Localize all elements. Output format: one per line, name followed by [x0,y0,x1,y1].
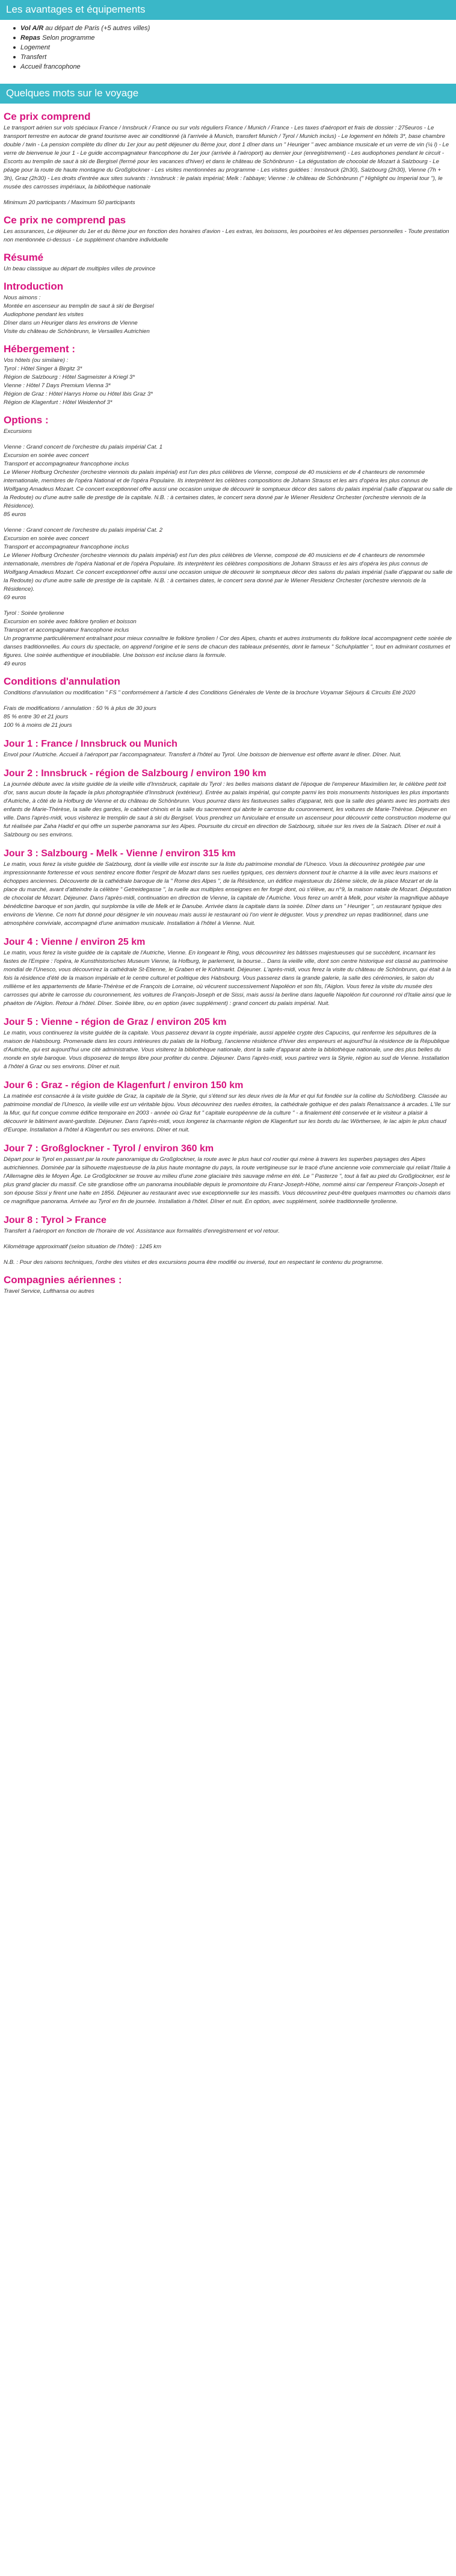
intro-line: Montée en ascenseur au tremplin de saut à ski de Bergisel [4,303,154,310]
option-included: Transport et accompagnateur francophone inclus [4,544,129,550]
option-description: Un programme particulièrement entraînant pour mieux connaître le folklore tyrolien ! Cor des Alpes, chants et autres instruments du folklore local accompagnent cette soirée de danses traditionnelles. Au cours du spectacle, on apprend l'origine et le sens de chacun des tableaux présentés, dont le fameux " Schuhplattler ", tout en admirant costumes et figures. Une soirée authentique et inoubliable. Une boisson est incluse dans la formule. [4,635,452,659]
price-includes-section [4,111,452,207]
intro-line: Nous aimons : [4,294,41,301]
lodging-line: Région de Salzbourg : Hôtel Sagmeister à Kriegl 3* [4,374,135,381]
day-title: Jour 3 : Salzbourg - Melk - Vienne / environ 315 km [4,848,236,859]
day-title: Jour 5 : Vienne - région de Graz / environ 205 km [4,1017,227,1027]
advantage-item: Transfert [13,52,456,62]
intro-line: Visite du château de Schönbrunn, le Versailles Autrichien [4,328,150,335]
day-3 [4,848,452,928]
mileage-note: Kilométrage approximatif (selon situation de l'hôtel) : 1245 km [4,1243,162,1250]
advantage-item: Vol A/R au départ de Paris (+5 autres villes) [13,23,456,33]
option-included: Transport et accompagnateur francophone inclus [4,627,129,633]
day-title: Jour 2 : Innsbruck - région de Salzbourg / environ 190 km [4,768,267,779]
option-name: Tyrol : Soirée tyrolienne [4,610,64,617]
option-price: 49 euros [4,661,26,667]
day-title: Jour 6 : Graz - région de Klagenfurt / environ 150 km [4,1080,244,1090]
option-description: Le Wiener Hofburg Orchester (orchestre viennois du palais impérial) est l'un des plus célèbres de Vienne, composé de 40 musiciens et de 4 chanteurs de renommée internationale, membres de l'opéra National et de l'opéra Populaire. Ils interprètent les célèbres compositions de Johann Strauss et les airs d'opéra les plus connus de Wolfgang Amadeus Mozart. Ce concert exceptionnel offre aussi une occasion unique de découvrir le somptueux décor des salons du palais impérial (salle d'apparat ou salle de la Redoute) ou d'une autre salle de prestige de la capitale. N.B. : à certaines dates, le concert sera donné par le Wiener Residenz Orchester (orchestre viennois de la Résidence). [4,469,452,509]
day-text: Envol pour l'Autriche. Accueil à l'aéroport par l'accompagnateur. Transfert à l'hôtel au Tyrol. Une boisson de bienvenue est offerte avant le dîner. Dîner. Nuit. [4,751,402,758]
day-1 [4,738,452,759]
option-included: Transport et accompagnateur francophone inclus [4,461,129,467]
summary-text: Un beau classique au départ de multiples villes de province [4,266,156,272]
lodging-line: Région de Klagenfurt : Hôtel Weidenhof 3* [4,399,112,406]
cancellation-line: 100 % à moins de 21 jours [4,722,72,729]
price-includes-text: Le transport aérien sur vols spéciaux France / Innsbruck / France ou sur vols réguliers France / Munich / France - Les taxes d'aéroport et frais de dossier : 275euros - Le transport terrestre en autocar de grand tourisme avec air conditionné (à l'arrivée à Munich, transfert Munich / Tyrol / Munich inclus) - Le logement en hôtels 3*, base chambre double / twin - La pension complète du dîner du 1er jour au petit déjeuner du 8ème jour, dont 1 dîner dans un " Heuriger " avec ambiance musicale et un verre de vin (¼ l) - Le verre de bienvenue le jour 1 - Le guide accompagnateur francophone du 1er jour (arrivée à l'aéroport) au dernier jour (enregistrement) - Les audiophones pendant le circuit - Escorts au tremplin de saut à ski de Bergisel (fermé pour les vacances d'hiver) et dans le château de Schönbrunn - La dégustation de chocolat de Mozart à Salzbourg - Le péage pour la route de haute montagne du Großglockner - Les visites mentionnées au programme - Les visites guidées : Innsbruck (2h30), Salzbourg (2h30), Vienne (7h + 3h), Graz (2h30) - Les droits d'entrée aux sites suivants : Innsbruck : le palais impérial; Melk : l'abbaye; Vienne : le château de Schönbrunn (" Highlight ou Imperial tour "), le musée des carrosses impériaux, la bibliothèque nationale [4,125,449,190]
option-name: Vienne : Grand concert de l'orchestre du palais impérial Cat. 2 [4,527,163,534]
participants-note: Minimum 20 participants / Maximum 50 participants [4,199,135,206]
advantages-list [0,23,456,72]
price-excludes-text: Les assurances, Le déjeuner du 1er et du 8ème jour en fonction des horaires d'avion - Les extras, les boissons, les pourboires et les dépenses personnelles - Toute prestation non mentionnée ci-dessus - Le supplément chambre individuelle [4,228,449,243]
options-title: Options : [4,414,49,426]
option-name: Vienne : Grand concert de l'orchestre du palais impérial Cat. 1 [4,444,163,450]
airlines-section [4,1274,452,1296]
summary-title: Résumé [4,252,44,263]
option-block [4,609,452,668]
day-8 [4,1215,452,1236]
option-price: 69 euros [4,594,26,601]
day-text: La matinée est consacrée à la visite guidée de Graz, la capitale de la Styrie, qui s'étend sur les deux rives de la Mur et qui fut fondée sur la colline du Schloßberg. Classée au patrimoine mondial de l'Unesco, la vieille ville est un véritable bijou. Vous découvrirez des ruelles étroites, la cathédrale gothique et des palais Renaissance à arcades. L'île sur la Mur, qui fut conçue comme édifice temporaire en 2003 - année où Graz fut " capitale européenne de la culture " - a finalement été conservée et le visiteur a plaisir à découvrir le bâtiment avant-gardiste. Déjeuner. Dans l'après-midi, vous longerez la charmante région de Klagenfurt sur les bords du lac Wörthersee, le lac alpin le plus chaud d'Europe. Installation à l'hôtel à Klagenfurt ou ses environs. Dîner et nuit. [4,1093,451,1133]
day-title: Jour 8 : Tyrol > France [4,1215,106,1225]
option-type: Excursion en soirée avec concert [4,535,89,542]
day-title: Jour 4 : Vienne / environ 25 km [4,937,146,947]
lodging-title: Hébergement : [4,343,76,355]
day-text: La journée débute avec la visite guidée de la vieille ville d'Innsbruck, capitale du Tyrol : les belles maisons datant de l'époque de l'empereur Maximilien Ier, le célèbre petit toit d'or, sans aucun doute la façade la plus photographiée d'Innsbruck (extérieur). Entrée au palais impérial, qui compte parmi les trois monuments historiques les plus importants d'Autriche, à côté de la Hofburg de Vienne et du château de Schönbrunn. Vous pourrez dans les fastueuses salles d'apparat, tels que la salle des géants avec les portraits des enfants de Marie-Thérèse, la salle des gardes, le cabinet chinois et la salle du sacrement qui abrite le carrosse du couronnement, les voitures de Marie-Thérèse. Déjeuner en ville. Dans l'après-midi, vous visiterez le tremplin de saut à ski du Bergisel. Vous prendrez un funiculaire et ensuite un ascenseur pour découvrir cette construction moderne qui fut réalisée par Zaha Hadid et qui offre un superbe panorama sur les Alpes. Poursuite du circuit en direction de Salzbourg, située sur les rives de la Salzach. Dîner et nuit à Salzbourg ou ses environs. [4,781,451,838]
day-text: Le matin, vous continuerez la visite guidée de la capitale. Vous passerez devant la crypte impériale, aussi appelée crypte des Capucins, qui renferme les sépultures de la maison de Habsbourg. Promenade dans les cours intérieures du palais de la Hofburg, l'ancienne résidence d'hiver des empereurs et aujourd'hui la résidence de la République d'Autriche, qui est aujourd'hui une cité administrative. Vous visiterez la bibliothèque nationale, dont la salle d'apparat abrite la bibliothèque nationale, une des plus belles du monde en style baroque. Vous disposerez de temps libre pour profiter du centre. Déjeuner. Dans l'après-midi, vous partirez vers la Styrie, région au sud de Vienne. Installation à l'hôtel à Graz ou ses environs. Dîner et nuit. [4,1030,449,1070]
airlines-text: Travel Service, Lufthansa ou autres [4,1288,94,1295]
price-excludes-title: Ce prix ne comprend pas [4,214,126,226]
day-2 [4,768,452,839]
day-title: Jour 1 : France / Innsbruck ou Munich [4,739,177,749]
day-text: Transfert à l'aéroport en fonction de l'horaire de vol. Assistance aux formalités d'enregistrement et vol retour. [4,1228,280,1234]
day-5 [4,1016,452,1071]
summary-section [4,252,452,273]
option-type: Excursion en soirée avec folklore tyrolien et boisson [4,618,137,625]
day-4 [4,936,452,1008]
trip-content [0,111,456,1302]
option-description: Le Wiener Hofburg Orchester (orchestre viennois du palais impérial) est l'un des plus célèbres de Vienne, composé de 40 musiciens et de 4 chanteurs de renommée internationale, membres de l'opéra National et de l'opéra Populaire. Ils interprètent les célèbres compositions de Johann Strauss et les airs d'opéra les plus connus de Wolfgang Amadeus Mozart. Ce concert exceptionnel offre aussi une occasion unique de découvrir le somptueux décor des salons du palais impérial (salle d'apparat ou salle de la Redoute) ou d'une autre salle de prestige de la capitale. N.B. : à certaines dates, le concert sera donné par le Wiener Residenz Orchester (orchestre viennois de la Résidence). [4,552,452,593]
option-block [4,526,452,602]
advantage-item: Logement [13,43,456,52]
day-text: Le matin, vous ferez la visite guidée de Salzbourg, dont la vieille ville est inscrite sur la liste du patrimoine mondial de l'Unesco. Vous la découvrirez protégée par une impressionnante forteresse et vous sentirez encore flotter l'esprit de Mozart dans ses ruelles typiques, ces derniers donnent tout le charme à la ville avec leurs maisons et échoppes anciennes. Découverte de la cathédrale baroque de la " Rome des Alpes ", de la Résidence, un édifice majestueux du 16ème siècle, de la place Mozart et de la place du marché, avant d'atteindre la célèbre " Getreidegasse ", la ruelle aux multiples enseignes en fer forgé dont, où s'élève, au n°9, la maison natale de Mozart. Dégustation de chocolat de Mozart. Déjeuner. Dans l'après-midi, continuation en direction de Vienne, la capitale de l'Autriche. Vous ferez un arrêt à Melk, pour visiter la magnifique abbaye bénédictine baroque et son jardin, qui surplombe la ville de Melk et le Danube. Arrivée dans la capitale dans la soirée. Dîner dans un " Heuriger ", un restaurant typique des environs de Vienne. Ce nom fut donné pour désigner le vin nouveau mais aussi le restaurant où l'on vient le déguster. Vous y prendrez un repas traditionnel, dans une atmosphère conviviale, accompagné d'une animation musicale. Installation à l'hôtel à Vienne. Nuit. [4,861,451,927]
cancellation-section [4,676,452,730]
option-price: 85 euros [4,511,26,518]
intro-line: Dîner dans un Heuriger dans les environs de Vienne [4,320,138,326]
intro-section [4,281,452,336]
lodging-line: Vos hôtels (ou similaire) : [4,357,69,364]
options-section [4,414,452,668]
intro-title: Introduction [4,281,64,292]
day-7 [4,1143,452,1206]
advantage-item: Repas Selon programme [13,33,456,43]
price-includes-title: Ce prix comprend [4,111,91,122]
advantage-item: Accueil francophone [13,62,456,72]
intro-line: Audiophone pendant les visites [4,311,84,318]
day-6 [4,1080,452,1134]
cancellation-line: Conditions d'annulation ou modification " FS " conformément à l'article 4 des Conditions Générales de Vente de la brochure Voyamar Séjours & Circuits Eté 2020 [4,689,416,696]
advantages-header: Les avantages et équipements [0,0,456,20]
airlines-title: Compagnies aériennes : [4,1274,122,1286]
option-type: Excursion en soirée avec concert [4,452,89,459]
day-text: Le matin, vous ferez la visite guidée de la capitale de l'Autriche, Vienne. En longeant le Ring, vous découvrirez les bâtisses majestueuses qui se succèdent, incarnant les fastes de l'Empire : l'opéra, le Kunsthistorisches Museum Vienne, la Hofburg, le parlement, la bourse... Dans la vieille ville, dont son centre historique est classé au patrimoine mondial de l'Unesco, vous découvrirez la cathédrale St-Etienne, le Graben et le Kohlmarkt. Déjeuner. L'après-midi, vous ferez la visite du château de Schönbrunn, qui était à la fois la résidence d'été de la maison impériale et le centre culturel et politique des Habsbourg. Vous passerez dans la grande galerie, la salle des cérémonies, le salon du millième et les appartements de Marie-Thérèse et de François de Lorraine, où vécurent successivement Napoléon et son fils, l'Aiglon. Vous ferez la visite du musée des carrosses qui abrite le carrosse du couronnement, les voitures de François-Joseph et de Sissi, mais aussi la berline dans laquelle Napoléon fut couronné roi d'Italie ainsi que le phaéton de l'Aiglon. Retour à l'hôtel. Dîner. Soirée libre, ou en option (avec supplément) : grand concert du palais impérial. Nuit. [4,950,452,1007]
options-label: Excursions [4,428,32,435]
price-excludes-section [4,214,452,244]
day-text: Départ pour le Tyrol en passant par la route panoramique du Großglockner, la route avec le plus haut col routier qui mène à travers les superbes paysages des Alpes autrichiennes. Dominée par la silhouette majestueuse de la plus haute montagne du pays, la route vertigineuse sur le tracé d'une ancienne voie commerciale qui reliait l'Italie à l'Allemagne dès le Moyen Âge. Le Großglockner se trouve au milieu d'une zone glaciaire très sauvage même en été. Le " Pasterze ", tout à fait au pied du Großglockner, est le plus grand glacier du massif. Ce site grandiose offre un panorama inoubliable depuis le promontoire du Franz-Joseph-Höhe, nommé ainsi car l'empereur François-Joseph et son épouse Sissi y firent une halte en 1856. Déjeuner au restaurant avec vue exceptionnelle sur les massifs. Vous découvrirez peut-être quelques marmottes ou chamois dans ce magnifique panorama. Arrivée au Tyrol en fin de journée. Installation à l'hôtel. Dîner et nuit. En option, avec supplément, soirée traditionnelle tyrolienne. [4,1156,451,1205]
cancellation-line: Frais de modifications / annulation : 50 % à plus de 30 jours [4,705,156,712]
option-block [4,443,452,519]
trip-header: Quelques mots sur le voyage [0,84,456,104]
day-title: Jour 7 : Großglockner - Tyrol / environ 360 km [4,1143,214,1154]
cancellation-title: Conditions d'annulation [4,676,120,687]
cancellation-line: 85 % entre 30 et 21 jours [4,714,69,720]
technical-note: N.B. : Pour des raisons techniques, l'ordre des visites et des excursions pourra être modifié ou inversé, tout en respectant le contenu du programme. [4,1259,384,1266]
lodging-line: Région de Graz : Hôtel Harrys Home ou Hôtel Ibis Graz 3* [4,391,153,397]
lodging-line: Vienne : Hôtel 7 Days Premium Vienna 3* [4,382,111,389]
lodging-section [4,343,452,407]
lodging-line: Tyrol : Hôtel Singer à Birgitz 3* [4,366,82,372]
